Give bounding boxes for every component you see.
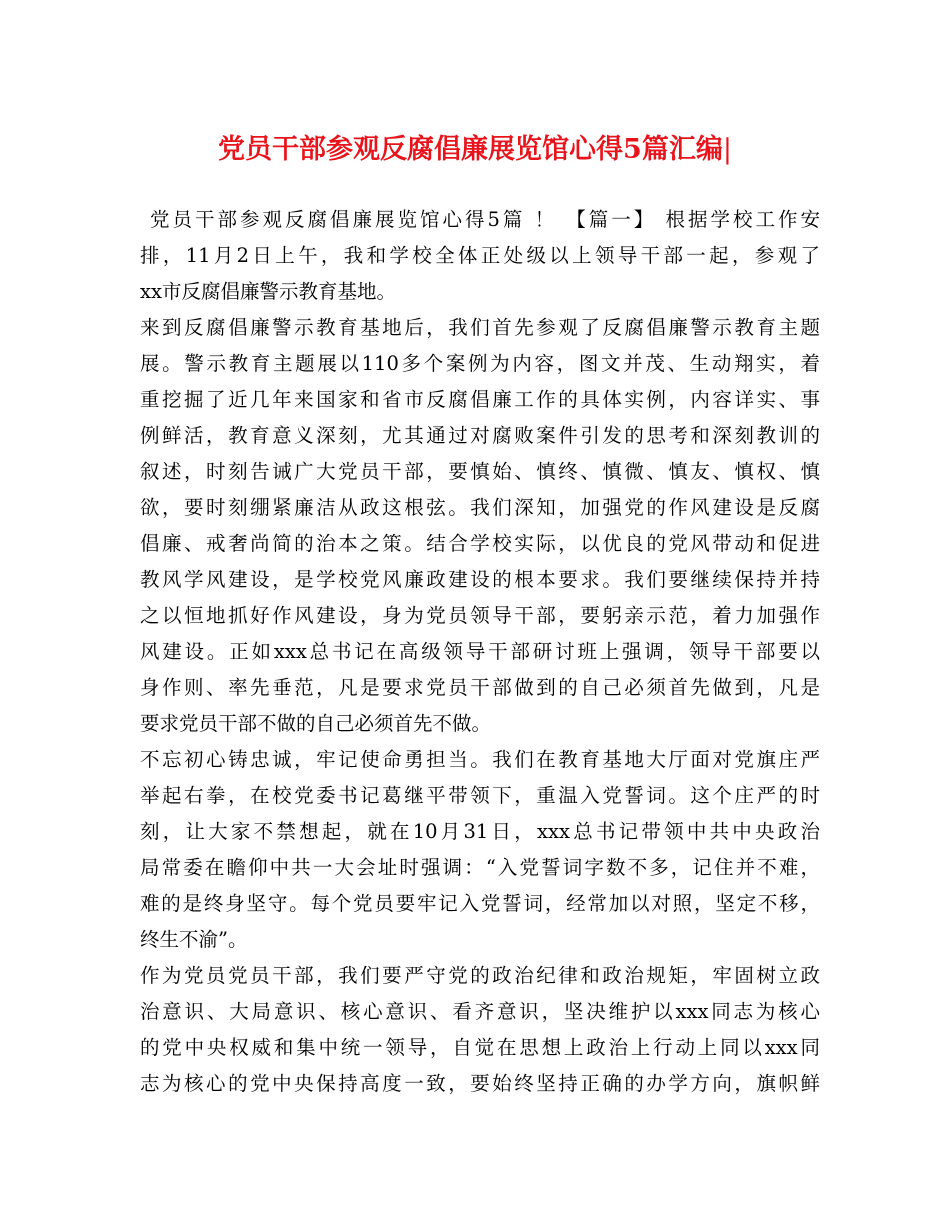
text-line: 的党中央权威和集中统一领导，自觉在思想上政治上行动上同以xxx同 xyxy=(140,1036,820,1059)
text-line: 身作则、率先垂范，凡是要求党员干部做到的自己必须首先做到，凡是 xyxy=(140,676,820,699)
text-line: 终生不渝”。 xyxy=(140,928,248,951)
text-line: 局常委在瞻仰中共一大会址时强调：“入党誓词字数不多，记住并不难， xyxy=(140,856,820,879)
text-line: 作为党员党员干部，我们要严守党的政治纪律和政治规矩，牢固树立政 xyxy=(140,964,820,987)
text-line: 叙述，时刻告诫广大党员干部，要慎始、慎终、慎微、慎友、慎权、慎 xyxy=(140,460,820,483)
text-line: 之以恒地抓好作风建设，身为党员领导干部，要躬亲示范，着力加强作 xyxy=(140,604,820,627)
text-line: 刻，让大家不禁想起，就在10月31日，xxx总书记带领中共中央政治 xyxy=(140,820,820,843)
paragraph-1 xyxy=(140,202,820,310)
text-line: 治意识、大局意识、核心意识、看齐意识，坚决维护以xxx同志为核心 xyxy=(140,1000,820,1023)
text-line: 不忘初心铸忠诚，牢记使命勇担当。我们在教育基地大厅面对党旗庄严 xyxy=(140,748,820,771)
text-cursor: | xyxy=(722,134,732,165)
title-text: 党员干部参观反腐倡廉展览馆心得5篇汇编 xyxy=(218,134,723,165)
text-line: 倡廉、戒奢尚简的治本之策。结合学校实际，以优良的党风带动和促进 xyxy=(140,532,820,555)
text-line: 来到反腐倡廉警示教育基地后，我们首先参观了反腐倡廉警示教育主题 xyxy=(140,316,820,339)
text-line: 党员干部参观反腐倡廉展览馆心得5篇 ！ 【篇一】 根据学校工作安 xyxy=(150,208,820,231)
text-line: xx市反腐倡廉警示教育基地。 xyxy=(140,280,396,303)
text-line: 难的是终身坚守。每个党员要牢记入党誓词，经常加以对照，坚定不移， xyxy=(140,892,820,915)
text-line: 排，11月2日上午，我和学校全体正处级以上领导干部一起，参观了 xyxy=(140,244,820,267)
paragraph-4 xyxy=(140,958,820,1102)
text-line: 欲，要时刻绷紧廉洁从政这根弦。我们深知，加强党的作风建设是反腐 xyxy=(140,496,820,519)
text-line: 教风学风建设，是学校党风廉政建设的根本要求。我们要继续保持并持 xyxy=(140,568,820,591)
text-line: 要求党员干部不做的自己必须首先不做。 xyxy=(140,712,492,735)
text-line: 风建设。正如xxx总书记在高级领导干部研讨班上强调，领导干部要以 xyxy=(140,640,820,663)
text-line: 展。警示教育主题展以110多个案例为内容，图文并茂、生动翔实，着 xyxy=(140,352,820,375)
text-line: 例鲜活，教育意义深刻，尤其通过对腐败案件引发的思考和深刻教训的 xyxy=(140,424,820,447)
document-body xyxy=(140,202,820,1102)
paragraph-3 xyxy=(140,742,820,958)
paragraph-2 xyxy=(140,310,820,742)
document-title xyxy=(0,130,950,170)
text-line: 志为核心的党中央保持高度一致，要始终坚持正确的办学方向，旗帜鲜 xyxy=(140,1072,820,1095)
text-line: 举起右拳，在校党委书记葛继平带领下，重温入党誓词。这个庄严的时 xyxy=(140,784,820,807)
text-line: 重挖掘了近几年来国家和省市反腐倡廉工作的具体实例，内容详实、事 xyxy=(140,388,820,411)
